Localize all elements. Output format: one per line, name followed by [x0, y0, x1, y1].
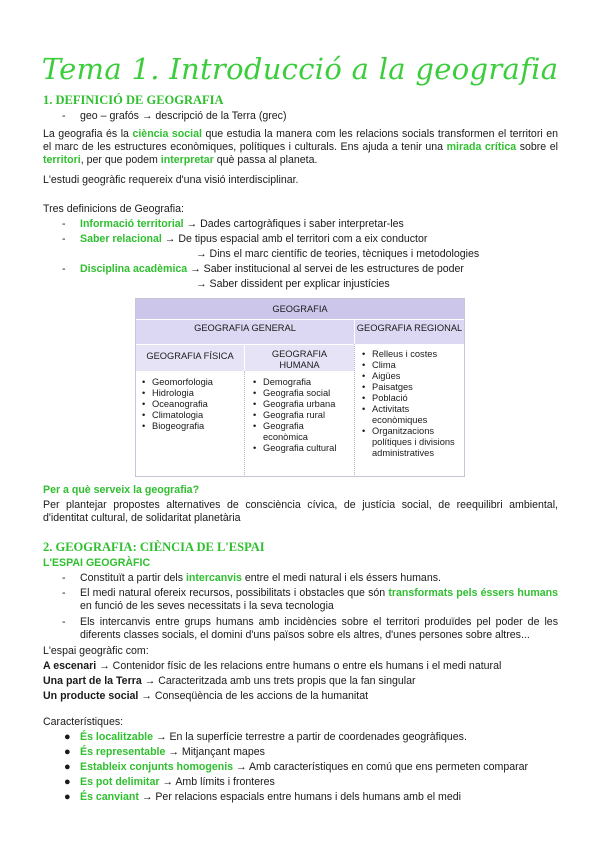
- dash-marker: -: [62, 572, 66, 584]
- table-header: GEOGRAFIA: [136, 299, 464, 319]
- keyword: interpretar: [160, 154, 214, 167]
- dash-marker: -: [62, 218, 66, 230]
- def-item: Saber relacional → De tipus espacial amb el territori com a eix conductor: [80, 233, 428, 245]
- humana-item: • Geografia urbana: [251, 399, 351, 410]
- espai-def: A escenari → Contenidor físic de les relacions entre humans o entre els humans i el medi natural: [43, 660, 502, 672]
- regional-item: • Activitats econòmiques: [360, 404, 460, 426]
- humana-item: • Demografia: [251, 377, 351, 388]
- why-question: Per a què serveix la geografia?: [43, 484, 200, 496]
- regional-item: • Clima: [360, 360, 460, 371]
- definition-paragraph: La geografia és la ciència social que estudia la manera com les relacions socials transformen el territori en el marc de les estructures econòmiques, polítiques i culturals. Ens ajuda a tenir una mirada crítica sobre el territori, per que podem interpretar què passa al planeta.: [43, 128, 558, 167]
- espai-bullet: Els intercanvis entre grups humans amb incidències sobre el territori produïdes pel poder de les diferents classes socials, el domini d'uns països sobre els altres, d'unes persones sobre altres...: [80, 616, 558, 642]
- humana-item: • Geografia cultural: [251, 443, 351, 454]
- column-divider: [244, 371, 245, 477]
- fisica-item: • Climatologia: [140, 410, 244, 421]
- char-item: És canviant → Per relacions espacials entre humans i dels humans amb el medi: [80, 791, 461, 803]
- bullet-dot: ●: [64, 731, 71, 743]
- dash-marker: -: [62, 233, 66, 245]
- interdisciplinary-line: L'estudi geogràfic requereix d'una visió interdisciplinar.: [43, 174, 299, 186]
- fisica-item: • Biogeografia: [140, 421, 244, 432]
- def-item-extra: → Dins el marc científic de teories, tècniques i metodologies: [196, 248, 480, 260]
- char-item: És localitzable → En la superfície terrestre a partir de coordenades geogràfiques.: [80, 731, 467, 743]
- char-item: Es pot delimitar → Amb límits i fronteres: [80, 776, 275, 788]
- fisica-item: • Hidrologia: [140, 388, 244, 399]
- humana-item: • Geografia rural: [251, 410, 351, 421]
- espai-bullet: Constituït a partir dels intercanvis entre el medi natural i els éssers humans.: [80, 572, 441, 584]
- bullet-dot: ●: [64, 746, 71, 758]
- def-item-extra: → Saber dissident per explicar injustícies: [196, 278, 390, 290]
- dash-marker: -: [62, 616, 66, 628]
- espai-def: Un producte social → Conseqüència de les accions de la humanitat: [43, 690, 369, 702]
- regional-list: [360, 349, 460, 459]
- bullet-dot: ●: [64, 761, 71, 773]
- keyword: ciència social: [132, 128, 202, 140]
- regional-item: • Relleus i costes: [360, 349, 460, 360]
- regional-header: GEOGRAFIA REGIONAL: [354, 319, 464, 344]
- espai-subheading: L'ESPAI GEOGRÀFIC: [43, 557, 151, 569]
- humana-item: • Geografia social: [251, 388, 351, 399]
- regional-item: • Organitzacions polítiques i divisions administratives: [360, 426, 460, 459]
- dash-marker: -: [62, 263, 66, 275]
- humana-list: [251, 377, 351, 454]
- espai-bullet: El medi natural ofereix recursos, possibilitats i obstacles que són transformats pels éssers humans en funció de les seves necessitats i la seva tecnologia: [80, 587, 558, 613]
- espai-intro: L'espai geogràfic com:: [43, 645, 149, 657]
- regional-item: • Paisatges: [360, 382, 460, 393]
- general-header: GEOGRAFIA GENERAL: [136, 319, 354, 344]
- fisica-item: • Oceanografia: [140, 399, 244, 410]
- keyword: mirada crítica: [446, 141, 517, 154]
- etymology-line: geo – grafós → descripció de la Terra (grec): [80, 110, 287, 122]
- bullet-dot: ●: [64, 776, 71, 788]
- fisica-header: GEOGRAFIA FÍSICA: [136, 344, 244, 371]
- keyword: territori: [43, 154, 81, 167]
- section-1-heading: 1. DEFINICIÓ DE GEOGRAFIA: [43, 93, 224, 107]
- regional-item: • Població: [360, 393, 460, 404]
- section-2-heading: 2. GEOGRAFIA: CIÈNCIA DE L'ESPAI: [43, 540, 265, 554]
- char-item: És representable → Mitjançant mapes: [80, 746, 265, 758]
- chars-intro: Característiques:: [43, 716, 124, 728]
- three-defs-intro: Tres definicions de Geografia:: [43, 203, 184, 215]
- geography-table: [135, 298, 465, 477]
- humana-item: • Geografia econòmica: [251, 421, 351, 443]
- def-item: Informació territorial → Dades cartogràfiques i saber interpretar-les: [80, 218, 404, 230]
- why-answer: Per plantejar propostes alternatives de consciència cívica, de justícia social, de reequilibri ambiental, d'identitat cultural, de solidaritat planetària: [43, 499, 558, 525]
- espai-def: Una part de la Terra → Caracteritzada amb uns trets propis que la fan singular: [43, 675, 416, 687]
- humana-header: GEOGRAFIA HUMANA: [244, 344, 354, 371]
- column-divider: [354, 344, 355, 477]
- char-item: Estableix conjunts homogenis → Amb característiques en comú que ens permeten comparar: [80, 761, 529, 773]
- page-title: Tema 1. Introducció a la geografia: [41, 52, 559, 86]
- bullet-dot: ●: [64, 791, 71, 803]
- dash-marker: -: [62, 110, 66, 122]
- dash-marker: -: [62, 587, 66, 599]
- fisica-list: [140, 377, 244, 432]
- def-item: Disciplina acadèmica → Saber institucional al servei de les estructures de poder: [80, 263, 464, 275]
- regional-item: • Aigües: [360, 371, 460, 382]
- fisica-item: • Geomorfologia: [140, 377, 244, 388]
